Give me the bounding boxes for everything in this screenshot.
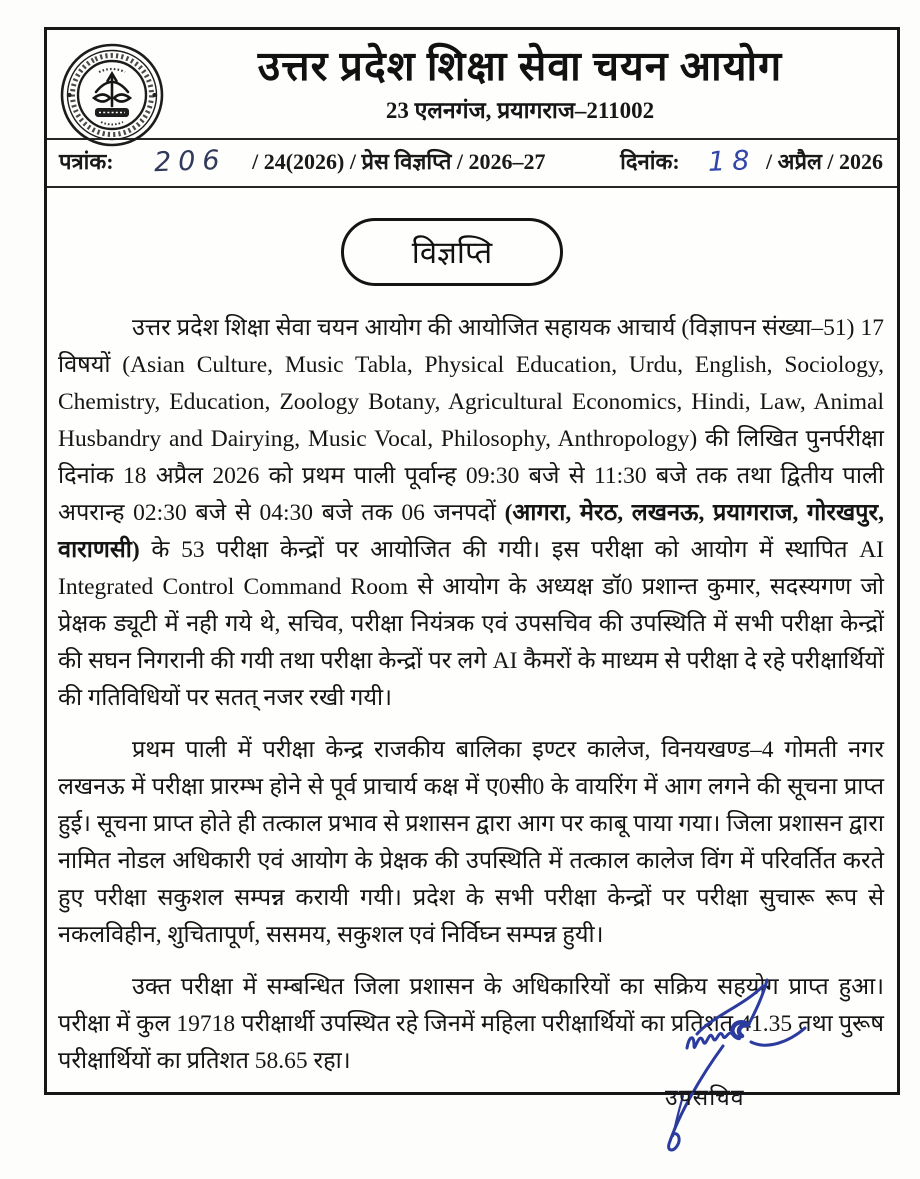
deputy-secretary-signature-ink [639, 976, 839, 1166]
signatory-designation: उपसचिव [665, 1085, 745, 1110]
paragraph-2: प्रथम पाली में परीक्षा केन्द्र राजकीय बालिका इण्टर कालेज, विनयखण्ड–4 गोमती नगर लखनऊ में परीक्षा प्रारम्भ होने से पूर्व प्राचार्य कक्ष में ए0सी0 के वायरिंग में आग लगने की सूचना प्राप्त हुई। सूचना प्राप्त होते ही तत्काल प्रभाव से प्रशासन द्वारा आग पर काबू पाया गया। जिला प्रशासन द्वारा नामित नोडल अधिकारी एवं आयोग के प्रेक्षक की उपस्थिति में तत्काल कालेज विंग में परिवर्तित करते हुए परीक्षा सकुशल सम्पन्न करायी गयी। प्रदेश के सभी परीक्षा केन्द्रों पर परीक्षा सुचारू रूप से नकलविहीन, शुचितापूर्ण, ससमय, सकुशल एवं निर्विघ्न सम्पन्न हुयी। [58, 736, 884, 948]
notice-title-pill [341, 218, 563, 286]
notice-body [47, 286, 897, 1080]
paragraph-1-text: उत्तर प्रदेश शिक्षा सेवा चयन आयोग की आयोजित सहायक आचार्य (विज्ञापन संख्या–51) 17 विषयों (Asian Culture, Music Tabla, Physical Education, Urdu, English, Sociology, Chemistry, Education, Zoology Botany, Agricultural Economics, Hindi, Law, Animal Husbandry and Dairying, Music Vocal, Philosophy, Anthropology) की लिखित पुनर्परीक्षा दिनांक 18 अप्रैल 2026 को प्रथम पाली पूर्वान्ह 09:30 बजे से 11:30 बजे तक तथा द्वितीय पाली अपरान्ह 02:30 बजे से 04:30 बजे तक 06 जनपदों [58, 314, 884, 526]
date-label: दिनांक: [620, 149, 680, 175]
commission-seal-logo [59, 42, 165, 148]
signature-block [619, 976, 849, 1176]
date-day-handwritten: 18 [707, 145, 757, 178]
date-group [620, 146, 883, 177]
paragraph-1-text-cont: के 53 परीक्षा केन्द्रों पर आयोजित की गयी। इस परीक्षा को आयोग में स्थापित AI Integrated Control Command Room से आयोग के अध्यक्ष डॉ0 प्रशान्त कुमार, सदस्यगण जो प्रेक्षक ड्यूटी में नही गये थे, सचिव, परीक्षा नियंत्रक एवं उपसचिव की उपस्थिति में सभी परीक्षा केन्द्रों की सघन निगरानी की गयी तथा परीक्षा केन्द्रों पर लगे AI कैमरों के माध्यम से परीक्षा दे रहे परीक्षार्थियों की गतिविधियों पर सतत् नजर रखी गयी। [58, 536, 884, 711]
date-printed: / अप्रैल / 2026 [766, 149, 883, 175]
document-border-frame [44, 27, 900, 1110]
letter-no-handwritten: 206 [153, 144, 227, 179]
org-name: उत्तर प्रदेश शिक्षा सेवा चयन आयोग [257, 43, 783, 89]
letterhead [47, 30, 897, 125]
paragraph-3: उक्त परीक्षा में सम्बन्धित जिला प्रशासन के अधिकारियों का सक्रिय सहयोग प्राप्त हुआ। परीक्षा में कुल 19718 परीक्षार्थी उपस्थित रहे जिनमें महिला परीक्षार्थियों का प्रतिशत 41.35 तथा पुरूष परीक्षार्थियों का प्रतिशत 58.65 रहा। [58, 973, 884, 1074]
org-address: 23 एलनगंज, प्रयागराज–211002 [385, 97, 655, 123]
reference-band [47, 138, 897, 188]
letter-no-label: पत्रांक: [59, 149, 114, 175]
notice-title: विज्ञप्ति [411, 234, 493, 270]
paragraph-1 [58, 310, 884, 717]
paragraph-1-districts-bold: (आगरा, मेरठ, लखनऊ, प्रयागराज, गोरखपुर, वाराणसी) [58, 499, 884, 563]
letter-no-printed: / 24(2026) / प्रेस विज्ञप्ति / 2026–27 [252, 149, 546, 175]
